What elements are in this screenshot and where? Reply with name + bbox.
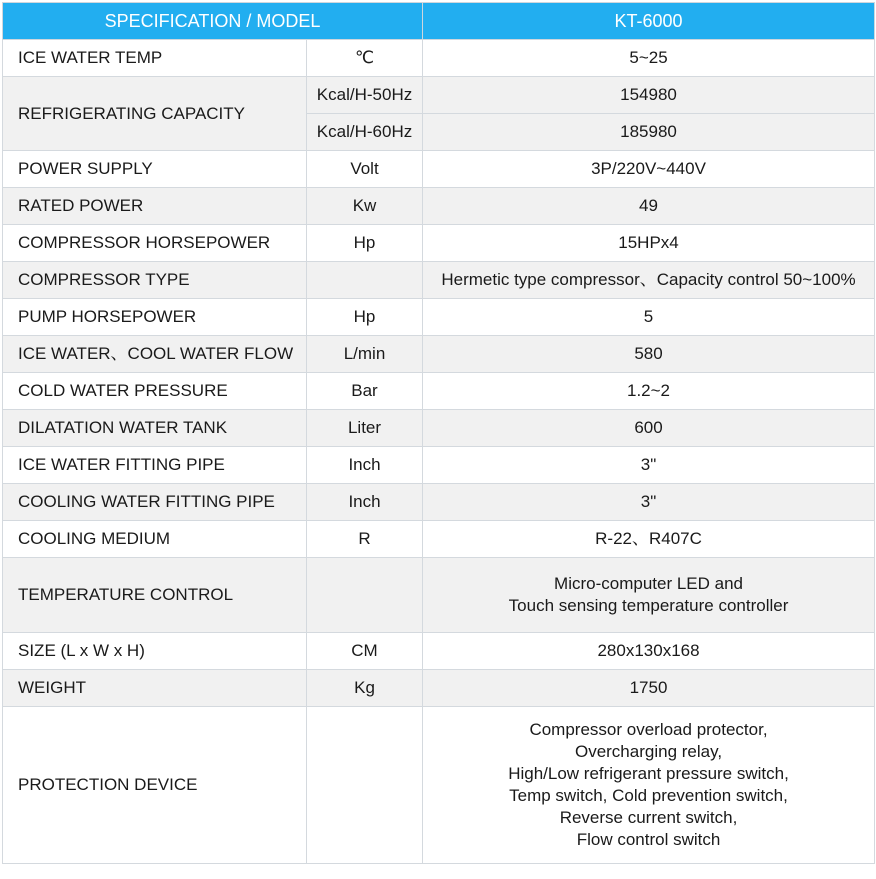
table-row bbox=[3, 633, 875, 670]
row-label: PROTECTION DEVICE bbox=[3, 707, 307, 864]
row-label: WEIGHT bbox=[3, 670, 307, 707]
row-label: COLD WATER PRESSURE bbox=[3, 373, 307, 410]
row-unit: Inch bbox=[307, 484, 423, 521]
row-value: 185980 bbox=[423, 114, 875, 151]
row-label: ICE WATER FITTING PIPE bbox=[3, 447, 307, 484]
value-line: Micro-computer LED and bbox=[554, 574, 743, 593]
row-value: R-22、R407C bbox=[423, 521, 875, 558]
row-label: COOLING MEDIUM bbox=[3, 521, 307, 558]
row-value bbox=[423, 707, 875, 864]
table-row bbox=[3, 336, 875, 373]
row-label: TEMPERATURE CONTROL bbox=[3, 558, 307, 633]
row-value: 1750 bbox=[423, 670, 875, 707]
row-value: 600 bbox=[423, 410, 875, 447]
row-value: 1.2~2 bbox=[423, 373, 875, 410]
row-unit: Bar bbox=[307, 373, 423, 410]
row-label: DILATATION WATER TANK bbox=[3, 410, 307, 447]
row-value: 280x130x168 bbox=[423, 633, 875, 670]
row-value: 3P/220V~440V bbox=[423, 151, 875, 188]
row-unit: Hp bbox=[307, 225, 423, 262]
table-row bbox=[3, 707, 875, 864]
row-unit bbox=[307, 707, 423, 864]
spec-table bbox=[2, 2, 875, 864]
value-line: Reverse current switch, bbox=[559, 808, 738, 827]
row-value: 3" bbox=[423, 484, 875, 521]
row-value bbox=[423, 558, 875, 633]
row-label: COMPRESSOR HORSEPOWER bbox=[3, 225, 307, 262]
table-row bbox=[3, 151, 875, 188]
table-row bbox=[3, 484, 875, 521]
header-row bbox=[3, 3, 875, 40]
table-row bbox=[3, 262, 875, 299]
row-unit: Hp bbox=[307, 299, 423, 336]
value-line: High/Low refrigerant pressure switch, bbox=[508, 764, 789, 783]
row-unit: L/min bbox=[307, 336, 423, 373]
row-label: ICE WATER、COOL WATER FLOW bbox=[3, 336, 307, 373]
row-label: ICE WATER TEMP bbox=[3, 40, 307, 77]
row-unit: Kg bbox=[307, 670, 423, 707]
row-value: 3" bbox=[423, 447, 875, 484]
table-row bbox=[3, 670, 875, 707]
row-value: Hermetic type compressor、Capacity control 50~100% bbox=[423, 262, 875, 299]
row-label: POWER SUPPLY bbox=[3, 151, 307, 188]
row-unit: Kw bbox=[307, 188, 423, 225]
model-header: KT-6000 bbox=[423, 3, 875, 40]
value-line: Compressor overload protector, bbox=[529, 720, 768, 739]
row-unit bbox=[307, 262, 423, 299]
row-value: 49 bbox=[423, 188, 875, 225]
row-value: 15HPx4 bbox=[423, 225, 875, 262]
row-value: 5 bbox=[423, 299, 875, 336]
table-row bbox=[3, 521, 875, 558]
table-row bbox=[3, 558, 875, 633]
table-row bbox=[3, 410, 875, 447]
row-unit: CM bbox=[307, 633, 423, 670]
value-line: Overcharging relay, bbox=[574, 742, 723, 761]
value-line: Flow control switch bbox=[576, 830, 721, 849]
row-label: COMPRESSOR TYPE bbox=[3, 262, 307, 299]
table-row bbox=[3, 77, 875, 114]
row-unit bbox=[307, 558, 423, 633]
table-row bbox=[3, 40, 875, 77]
value-line: Temp switch, Cold prevention switch, bbox=[509, 786, 788, 805]
row-label: COOLING WATER FITTING PIPE bbox=[3, 484, 307, 521]
row-unit: Liter bbox=[307, 410, 423, 447]
row-label: REFRIGERATING CAPACITY bbox=[3, 77, 307, 151]
row-value: 5~25 bbox=[423, 40, 875, 77]
table-row bbox=[3, 188, 875, 225]
row-unit: Volt bbox=[307, 151, 423, 188]
row-unit: Kcal/H-60Hz bbox=[307, 114, 423, 151]
row-unit: Inch bbox=[307, 447, 423, 484]
table-row bbox=[3, 373, 875, 410]
row-unit: ℃ bbox=[307, 40, 423, 77]
value-line: Touch sensing temperature controller bbox=[508, 596, 789, 615]
spec-model-header: SPECIFICATION / MODEL bbox=[3, 3, 423, 40]
row-label: SIZE (L x W x H) bbox=[3, 633, 307, 670]
row-value: 154980 bbox=[423, 77, 875, 114]
table-row bbox=[3, 299, 875, 336]
row-label: RATED POWER bbox=[3, 188, 307, 225]
row-unit: R bbox=[307, 521, 423, 558]
row-unit: Kcal/H-50Hz bbox=[307, 77, 423, 114]
table-row bbox=[3, 225, 875, 262]
row-value: 580 bbox=[423, 336, 875, 373]
table-row bbox=[3, 447, 875, 484]
row-label: PUMP HORSEPOWER bbox=[3, 299, 307, 336]
